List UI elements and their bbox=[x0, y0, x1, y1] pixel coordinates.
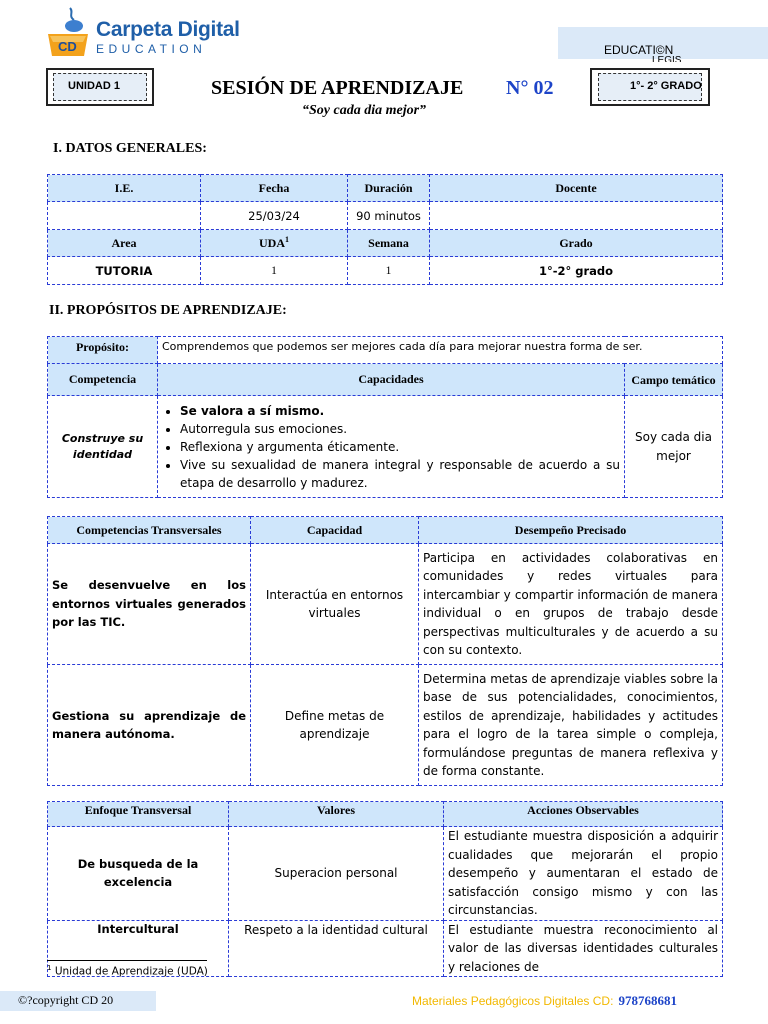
header-uda-label: UDA bbox=[259, 236, 285, 250]
education-text-2: LEGIS bbox=[652, 55, 682, 62]
session-subtitle: “Soy cada dia mejor” bbox=[302, 103, 427, 118]
materials-footer bbox=[412, 990, 677, 1009]
header-docente: Docente bbox=[430, 175, 723, 202]
title-text: SESIÓN DE APRENDIZAJE bbox=[211, 77, 464, 99]
value-duracion: 90 minutos bbox=[348, 202, 430, 230]
header-ie: I.E. bbox=[48, 175, 201, 202]
unit-tag bbox=[46, 68, 154, 106]
capacidad-item: • Se valora a sí mismo. bbox=[180, 402, 620, 420]
footnote-ref: 1 bbox=[285, 235, 289, 244]
section-1-title: I. DATOS GENERALES: bbox=[53, 141, 207, 156]
table-row bbox=[48, 544, 723, 665]
general-data-table bbox=[47, 174, 723, 285]
capacidad-item: • Reflexiona y argumenta éticamente. bbox=[180, 438, 620, 456]
valor-value: Superacion personal bbox=[229, 827, 444, 921]
header-grado: Grado bbox=[430, 230, 723, 257]
enfoque-value: De busqueda de la excelencia bbox=[48, 827, 229, 921]
materials-phone: 978768681 bbox=[618, 993, 678, 1008]
logo-badge: CD bbox=[58, 39, 77, 54]
value-grado: 1°-2° grado bbox=[430, 257, 723, 285]
title-number: N° 02 bbox=[506, 77, 554, 99]
footnote bbox=[47, 964, 208, 978]
value-docente bbox=[430, 202, 723, 230]
table-row bbox=[48, 827, 723, 921]
header-uda bbox=[201, 230, 348, 257]
grade-tag-label: 1°- 2° GRADO bbox=[630, 80, 702, 92]
logo-name: Carpeta Digital bbox=[96, 18, 240, 41]
accion-value: El estudiante muestra disposición a adquirir cualidades que mejorarán el propio desempeño y aumentaran el estado de satisfacción consigo mismo y con las circunstancias. bbox=[444, 827, 723, 921]
campo-value: Soy cada dia mejor bbox=[625, 396, 723, 498]
desempeno-value: Determina metas de aprendizaje viables sobre la base de sus potencialidades, conocimientos, estilos de aprendizaje, habilidades y actitudes para el logro de la tarea simple o compleja, formulándose preguntas de manera reflexiva y de forma constante. bbox=[419, 665, 723, 786]
transversal-competencies-table bbox=[47, 516, 723, 786]
capacidad-value: Interactúa en entornos virtuales bbox=[251, 544, 419, 665]
header-acciones: Acciones Observables bbox=[444, 802, 723, 827]
header-duracion: Duración bbox=[348, 175, 430, 202]
education-text: EDUCATI©N bbox=[604, 43, 674, 57]
header-enfoque: Enfoque Transversal bbox=[48, 802, 229, 827]
logo-subtitle: EDUCATION bbox=[96, 42, 207, 56]
header-competencias-transversales: Competencias Transversales bbox=[48, 517, 251, 544]
competencia-transversal: Se desenvuelve en los entornos virtuales generados por las TIC. bbox=[48, 544, 251, 665]
header-area: Area bbox=[48, 230, 201, 257]
competencia-value: Construye su identidad bbox=[48, 396, 158, 498]
valor-value: Respeto a la identidad cultural bbox=[229, 920, 444, 977]
header-fecha: Fecha bbox=[201, 175, 348, 202]
value-fecha: 25/03/24 bbox=[201, 202, 348, 230]
copyright-bar bbox=[0, 991, 156, 1011]
materials-text: Materiales Pedagógicos Digitales CD: bbox=[412, 994, 614, 1008]
purpose-table bbox=[47, 336, 723, 498]
value-uda: 1 bbox=[201, 257, 348, 285]
table-row bbox=[48, 665, 723, 786]
footnote-divider bbox=[47, 960, 207, 961]
value-area: TUTORIA bbox=[48, 257, 201, 285]
section-2-title: II. PROPÓSITOS DE APRENDIZAJE: bbox=[49, 303, 287, 318]
value-semana: 1 bbox=[348, 257, 430, 285]
proposito-label: Propósito: bbox=[48, 337, 158, 364]
desempeno-value: Participa en actividades colaborativas en comunidades y redes virtuales para intercambiar y compartir información de manera individual o en grupos de trabajo desde perspectivas multiculturales y de acuerdo a su con su contexto. bbox=[419, 544, 723, 665]
capacidad-item: • Autorregula sus emociones. bbox=[180, 420, 620, 438]
header-semana: Semana bbox=[348, 230, 430, 257]
footnote-mark: 1 bbox=[47, 964, 52, 972]
accion-value: El estudiante muestra reconocimiento al valor de las diversas identidades culturales y relaciones de bbox=[444, 920, 723, 977]
grade-tag bbox=[590, 68, 710, 106]
proposito-text: Comprendemos que podemos ser mejores cada día para mejorar nuestra forma de ser. bbox=[158, 337, 723, 364]
copyright-text: ©?copyright CD 20 bbox=[18, 993, 114, 1007]
competencia-transversal: Gestiona su aprendizaje de manera autónoma. bbox=[48, 665, 251, 786]
header-valores: Valores bbox=[229, 802, 444, 827]
capacidad-value: Define metas de aprendizaje bbox=[251, 665, 419, 786]
logo bbox=[44, 6, 240, 60]
header-competencia: Competencia bbox=[48, 364, 158, 396]
value-ie bbox=[48, 202, 201, 230]
capacidades-list bbox=[158, 396, 625, 498]
footnote-text: Unidad de Aprendizaje (UDA) bbox=[54, 965, 208, 978]
header-desempeno: Desempeño Precisado bbox=[419, 517, 723, 544]
transversal-approach-table bbox=[47, 801, 723, 977]
header-capacidad: Capacidad bbox=[251, 517, 419, 544]
header-campo: Campo temático bbox=[625, 364, 723, 396]
enfoque-value: Intercultural bbox=[48, 920, 229, 977]
capacidad-item: • Vive su sexualidad de manera integral y responsable de acuerdo a su etapa de desarrollo y madurez. bbox=[180, 456, 620, 492]
unit-tag-label: UNIDAD 1 bbox=[68, 80, 120, 92]
header-capacidades: Capacidades bbox=[158, 364, 625, 396]
